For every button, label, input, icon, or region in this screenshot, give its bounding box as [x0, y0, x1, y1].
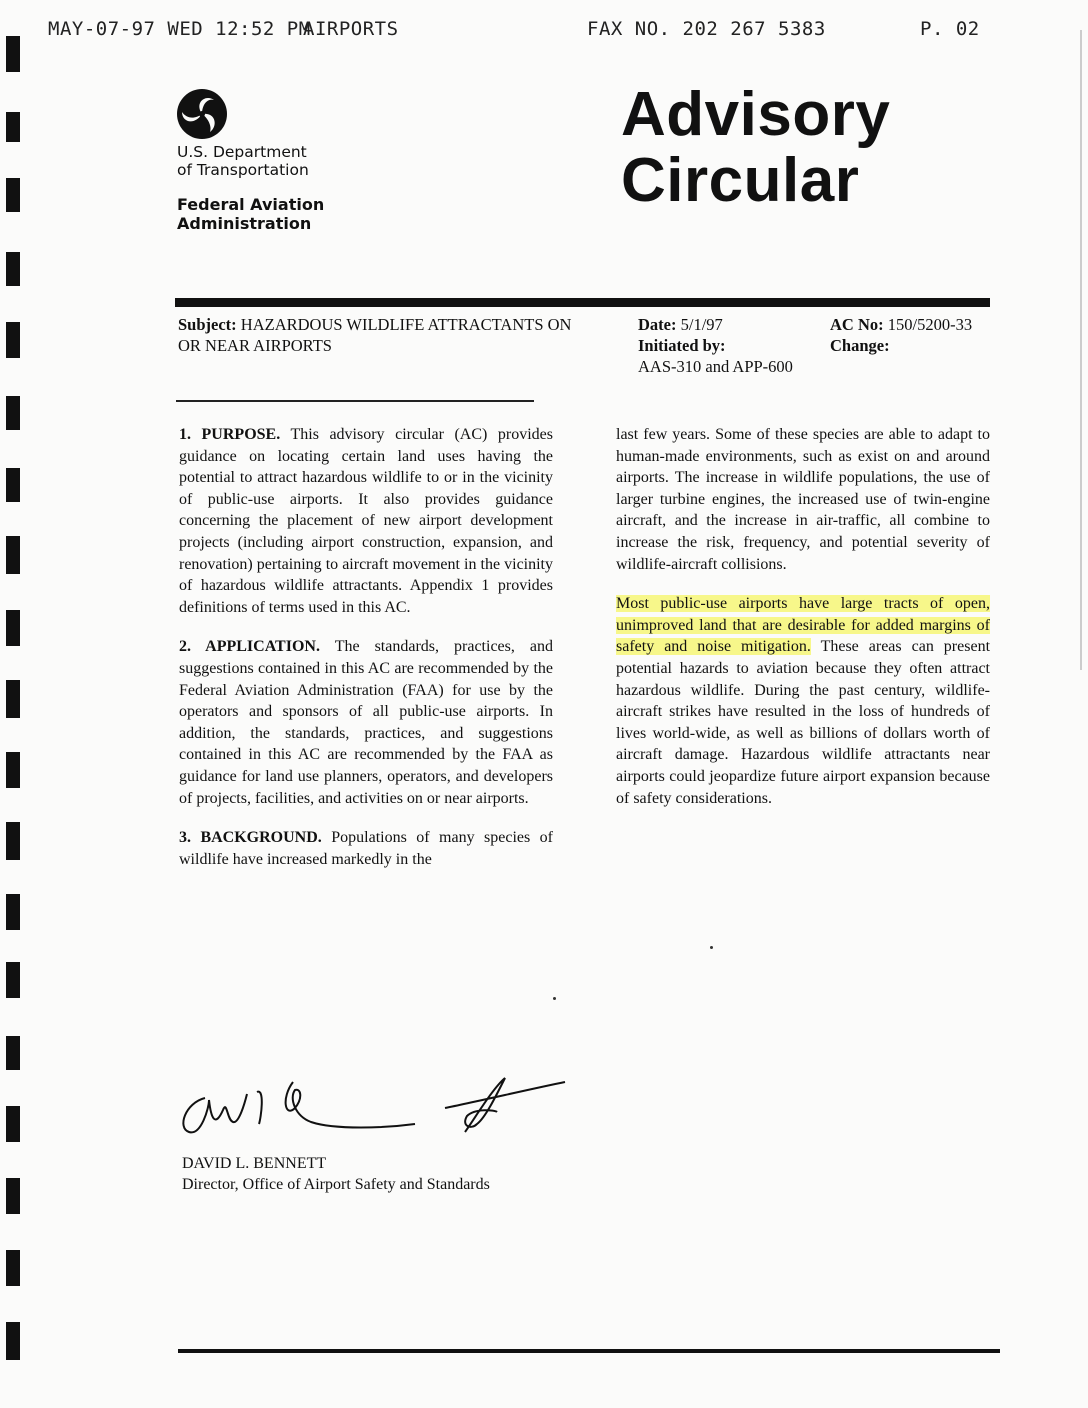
wildlife-paragraph — [616, 593, 990, 809]
date-block — [638, 314, 823, 377]
binder-holes — [0, 0, 30, 1408]
application-paragraph — [179, 636, 553, 809]
fax-page: P. 02 — [920, 18, 980, 40]
agency-name — [177, 195, 324, 233]
date-value: 5/1/97 — [680, 315, 723, 334]
initiated-value: AAS-310 and APP-600 — [638, 357, 793, 376]
purpose-heading: 1. PURPOSE. — [179, 426, 281, 443]
subject-label: Subject: — [178, 315, 237, 334]
fax-sender: AIRPORTS — [303, 18, 399, 40]
scan-speck — [553, 997, 556, 1000]
footer-rule — [178, 1349, 1000, 1353]
agency-line-1: Federal Aviation — [177, 195, 325, 214]
wildlife-text: These areas can present potential hazards to aviation because they often attract hazardous wildlife. During the past century, wildlife-aircraft strikes have resulted in the loss of hundreds of lives world-wide, as well as billions of dollars worth of aircraft damage. Hazardous wildlife attractants near airports could jeopardize future airport expansion because of safety considerations. — [616, 638, 991, 807]
change-label: Change: — [830, 336, 890, 355]
ac-no-value: 150/5200-33 — [887, 315, 973, 334]
header-rule — [175, 298, 990, 307]
background-heading: 3. BACKGROUND. — [179, 829, 322, 847]
department-line-1: U.S. Department — [177, 143, 307, 161]
right-column — [616, 424, 990, 809]
title-line-1: Advisory — [621, 80, 891, 149]
subject-rule — [176, 400, 534, 402]
background-paragraph — [179, 827, 553, 870]
fax-number: FAX NO. 202 267 5383 — [587, 18, 826, 40]
signatory-title: Director, Office of Airport Safety and Standards — [182, 1176, 490, 1193]
initiated-label: Initiated by: — [638, 336, 726, 355]
application-heading: 2. APPLICATION. — [179, 638, 320, 656]
subject-text-line-1: HAZARDOUS WILDLIFE ATTRACTANTS ON — [240, 315, 572, 334]
date-label: Date: — [638, 315, 677, 334]
subject-block — [178, 314, 623, 356]
scan-speck — [710, 946, 713, 949]
purpose-paragraph — [179, 424, 553, 618]
ac-no-label: AC No: — [830, 315, 884, 334]
agency-line-2: Administration — [177, 214, 312, 233]
subject-text-line-2: OR NEAR AIRPORTS — [178, 336, 332, 355]
handwritten-signature — [175, 1058, 575, 1138]
fax-datetime: MAY-07-97 WED 12:52 PM — [48, 18, 311, 40]
background-continued: last few years. Some of these species are able to adapt to human-made environments, such as exist on and around airports. The increase in wildlife populations, the use of larger turbine engines, the increased use of twin-engine aircraft, and the increase in air-traffic, all combine to increase the risk, frequency, and potential severity of wildlife-aircraft collisions. — [616, 426, 990, 573]
highlighted-text: Most public-use airports have large tracts of open, unimproved land that are desirable for added margins of safety and noise mitigation. — [616, 595, 990, 656]
left-column — [179, 424, 553, 870]
background-text: Populations of many species of wildlife have increased markedly in the — [179, 829, 554, 868]
purpose-text: This advisory circular (AC) provides guidance on locating certain land uses having the potential to attract hazardous wildlife to or in the vicinity of public-use airports. It also provides guidance concerning the placement of new airport development projects (including airport construction, expansion, and renovation) pertaining to aircraft movement in the vicinity of hazardous wildlife attractants. Appendix 1 provides definitions of terms used in this AC. — [179, 426, 553, 616]
signatory — [182, 1153, 490, 1195]
document-title — [621, 82, 890, 214]
signatory-name: DAVID L. BENNETT — [182, 1155, 327, 1172]
application-text: The standards, practices, and suggestions contained in this AC are recommended by the Federal Aviation Administration (FAA) for use by the operators and sponsors of all public-use airports. In addition, the standards, practices, and suggestions contained in this AC are recommended by the FAA as guidance for land use planners, operators, and developers of projects, facilities, and activities on or near airports. — [179, 638, 553, 807]
scan-edge — [1080, 30, 1082, 670]
department-line-2: of Transportation — [177, 161, 309, 179]
dot-triskelion-icon — [176, 88, 228, 140]
title-line-2: Circular — [621, 146, 860, 215]
department-name — [177, 143, 309, 179]
ac-number-block — [830, 314, 1000, 356]
